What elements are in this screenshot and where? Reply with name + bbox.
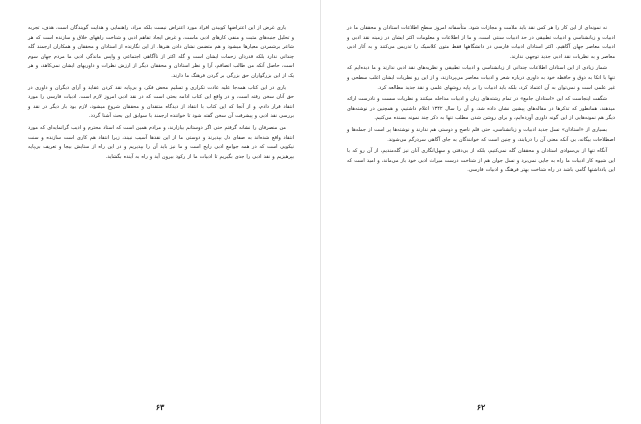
left-page-text: [28, 24, 294, 162]
page-number-left: ۶۳: [155, 402, 165, 412]
page-number-right: ۶۲: [476, 402, 486, 412]
paragraph: آنگاه تنها از بی‌سوادی استادان و محققان گله نمی‌کنیم، بلکه از بی‌دقتی و سهل‌انگاری آنان نیز گله‌مندیم، از آن رو که با این شیوه کار ادبیات ما راه به جایی نمی‌برد و نسل جوان هم از شناخت درست میراث ادبی خود باز می‌ماند، و امید است که این یادداشتها گامی باشد در راه شناخت بهتر فرهنگ و ادبیات فارسی.: [347, 148, 615, 174]
left-page: [0, 0, 320, 424]
paragraph: شگفت اینجاست که این «استادان جامع» در تمام رشته‌های زبان و ادبیات مداخله میکنند و نظریات سست و نادرست ارائه میدهند، همانطور که تذکرها در مقاله‌های پیشین نشان داده شد، و آن را سال ۱۳۴۲ اعلام داشتیم، و همچنین در نوشته‌های دیگر هم نمونه‌هایی از این گونه داوری آورده‌ایم، و برای روشن شدن مطلب تنها به ذکر چند نمونه بسنده می‌کنیم.: [347, 96, 615, 122]
right-page-text: [347, 24, 615, 176]
paragraph: شمار زیادی از این استادان اطلاعات چندانی از زبانشناسی و ادبیات تطبیقی و نظریه‌های نقد ادبی ندارند و ما دیده‌ایم که تنها با اتکا به ذوق و حافظه خود به داوری درباره شعر و ادبیات معاصر می‌پردازند، و از این رو نظریات ایشان اغلب سطحی و غیر علمی است و نمی‌توان به آن اعتماد کرد، بلکه باید ادبیات را بر پایه روشهای علمی و نقد جدید مطالعه کرد.: [347, 65, 615, 91]
paragraph: نه نمونه‌ای از این کار را هر کس نقد باید ملامت و مجازات شود. متأسفانه امروز سطح اطلاعات استادان و محققان ما در ادبیات و زبانشناسی و ادبیات تطبیقی در حد ادبیات سنتی است، و ما از اطلاعات و معلومات اکثر ایشان در زمینه نقد ادبی و ادبیات معاصر جهان آگاهیم. اکثر استادان ادبیات فارسی در دانشگاهها فقط متون کلاسیک را تدریس می‌کنند و به آثار ادبی معاصر و به نظریات نقد ادبی جدید توجهی ندارند.: [347, 25, 615, 60]
paragraph: بسیاری از «استادان» نسل جدید ادبیات و زبانشناسی، حتی قلم ناصح و دوستی هم ندارند و نوشته‌ها پر است از جمله‌ها و اصطلاحات بیگانه، بی آنکه معنی آن را دریابند، و چنین است که خوانندگان به جای آگاهی سردرگم می‌شوند.: [347, 126, 615, 143]
paragraph: یاری غرض از این اعتراضها کوبیدن افراد مورد اعتراض نیست بلکه مراد، راهنمایی و هدایت گویندگان است، هدف، تجربه و تحلیل جنبه‌های مثبت و منفی کارهای ادبی ماست، و غرض ایجاد تفاهم ادبی و شناخت راههای خلاق و سازنده است که هر شاعر برشمردن معیارها میشود و هم متضمن نشان دادن هنرها. از این نگارنده از استادان و محققان و همکاران ارجمند گله چندانی ندارد بلکه قدردان زحمات ایشان است و گله اکثر از ناآگاهی اجتماعی و واپس ماندگی ادبی ما مردم جهان سوم است، حاصل آنکه من طالب انصافم، آرا و نظر استادان و محققان دیگر از ارزش نظرات و داوریهای ایشان نمی‌کاهد، و هر یک از این بزرگواران حق بزرگی بر گردن فرهنگ ما دارند.: [28, 25, 294, 79]
paragraph: یاری در این کتاب همه‌جا علیه عادت تکراری و تسلیم محض فکر، و بی‌پایه نقد کردن عقاید و آرای دیگران و داوری در حق آنان سخن رفته است، و در واقع این کتاب ادامه بحثی است که در نقد ادبی امروز لازم است. ادبیات فارسی را مورد انتقاد قرار دادم، و از آنجا که این کتاب با انتقاد از دیدگاه منتقدان و محققان شروع میشود، لازم بود بار دیگر در نقد و بررسی نقد ادبی و پیشرفت آن سخن گفته شود تا خواننده ارجمند با سوابق این بحث آشنا گردد.: [28, 84, 294, 120]
right-page: [321, 0, 641, 424]
paragraph: من منصرفان را نشانه گرفتم حتی اگر دوستانم بیازارند، و مرادم همین است که استاد محترم و ادیب گرانمایه‌ای که مورد انتقاد واقع شده‌اند به صفای دل بپذیرند و دوستی ما از این نقدها آسیب نبیند، زیرا انتقاد هم کاری است سازنده و سنت نیکویی است که در همه جوامع ادبی رایج است و ما نیز باید آن را بپذیریم و در این راه از ستایش بیجا و تعریف بی‌پایه بپرهیزیم و نقد ادبی را جدی بگیریم تا ادبیات ما از رکود بیرون آید و راه به آینده بگشاید.: [28, 124, 294, 160]
